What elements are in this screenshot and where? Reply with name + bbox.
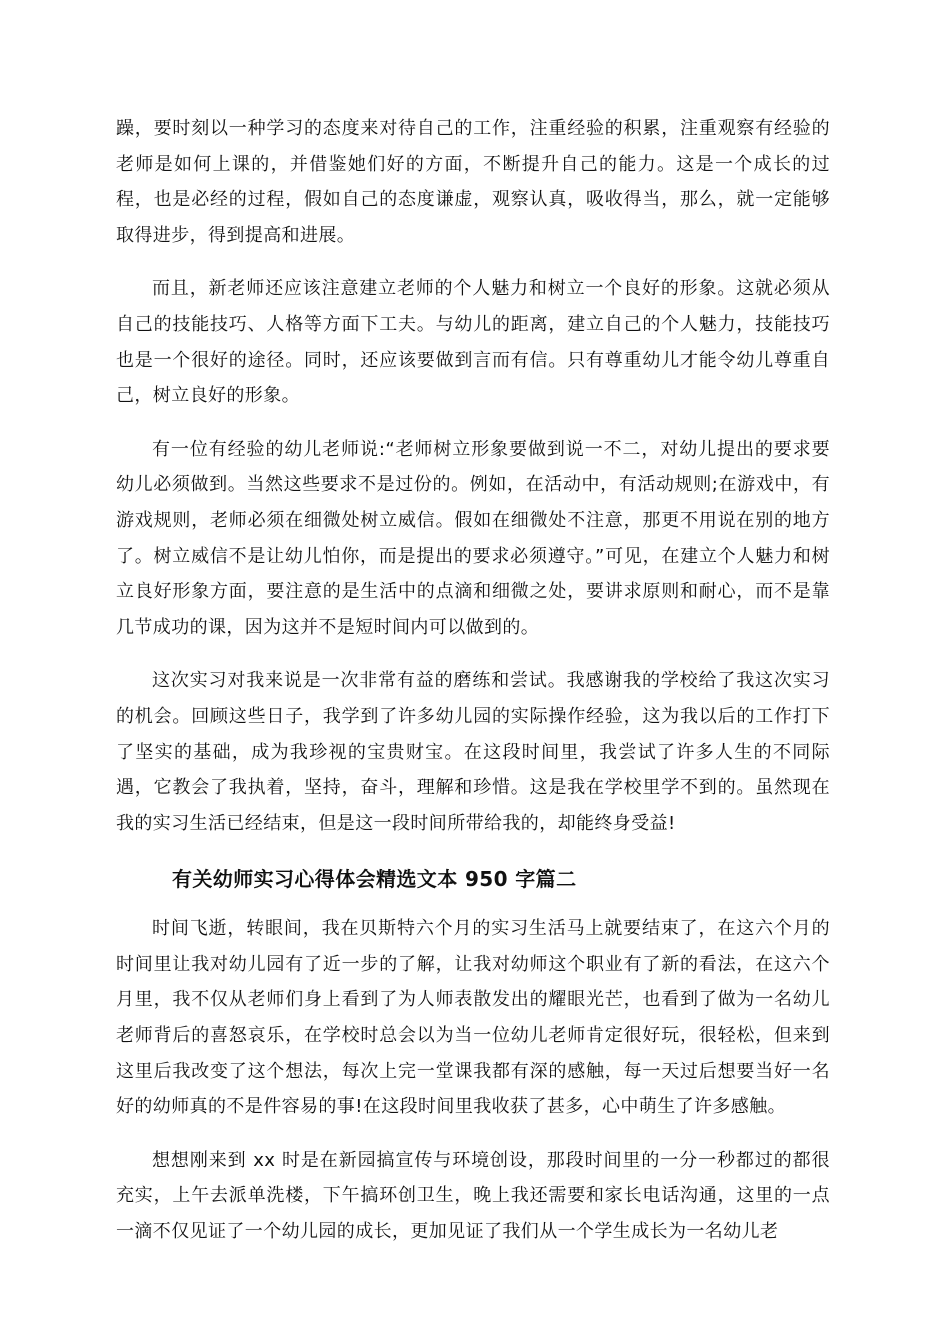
paragraph-continued: 躁，要时刻以一种学习的态度来对待自己的工作，注重经验的积累，注重观察有经验的老师是如何上课的，并借鉴她们好的方面，不断提升自己的能力。这是一个成长的过程，也是必经的过程，假如自己的态度谦虚，观察认真，吸收得当，那么，就一定能够取得进步，得到提高和进展。 xyxy=(116,118,830,246)
paragraph: 这次实习对我来说是一次非常有益的磨练和尝试。我感谢我的学校给了我这次实习的机会。回顾这些日子，我学到了许多幼儿园的实际操作经验，这为我以后的工作打下了坚实的基础，成为我珍视的宝贵财宝。在这段时间里，我尝试了许多人生的不同际遇，它教会了我执着，坚持，奋斗，理解和珍惜。这是我在学校里学不到的。虽然现在我的实习生活已经结束，但是这一段时间所带给我的，却能终身受益! xyxy=(116,670,830,834)
section-heading: 有关幼师实习心得体会精选文本 950 字篇二 xyxy=(172,867,577,892)
paragraph: 想想刚来到 xx 时是在新园搞宣传与环境创设，那段时间里的一分一秒都过的都很充实，上午去派单洗楼，下午搞环创卫生，晚上我还需要和家长电话沟通，这里的一点一滴不仅见证了一个幼儿园的成长，更加见证了我们从一个学生成长为一名幼儿老 xyxy=(116,1149,830,1243)
paragraph: 有一位有经验的幼儿老师说:“老师树立形象要做到说一不二，对幼儿提出的要求要幼儿必须做到。当然这些要求不是过份的。例如，在活动中，有活动规则;在游戏中，有游戏规则，老师必须在细微处树立威信。假如在细微处不注意，那更不用说在别的地方了。树立威信不是让幼儿怕你，而是提出的要求必须遵守。”可见，在建立个人魅力和树立良好形象方面，要注意的是生活中的点滴和细微之处，要讲求原则和耐心，而不是靠几节成功的课，因为这并不是短时间内可以做到的。 xyxy=(116,438,830,638)
paragraph: 时间飞逝，转眼间，我在贝斯特六个月的实习生活马上就要结束了，在这六个月的时间里让我对幼儿园有了近一步的了解，让我对幼师这个职业有了新的看法，在这六个月里，我不仅从老师们身上看到了为人师表散发出的耀眼光芒，也看到了做为一名幼儿老师背后的喜怒哀乐，在学校时总会以为当一位幼儿老师肯定很好玩，很轻松，但来到这里后我改变了这个想法，每次上完一堂课我都有深的感触，每一天过后想要当好一名好的幼师真的不是件容易的事!在这段时间里我收获了甚多，心中萌生了许多感触。 xyxy=(116,918,830,1118)
paragraph: 而且，新老师还应该注意建立老师的个人魅力和树立一个良好的形象。这就必须从自己的技能技巧、人格等方面下工夫。与幼儿的距离，建立自己的个人魅力，技能技巧也是一个很好的途径。同时，还应该要做到言而有信。只有尊重幼儿才能令幼儿尊重自己，树立良好的形象。 xyxy=(116,278,830,407)
document-body xyxy=(116,111,830,1268)
